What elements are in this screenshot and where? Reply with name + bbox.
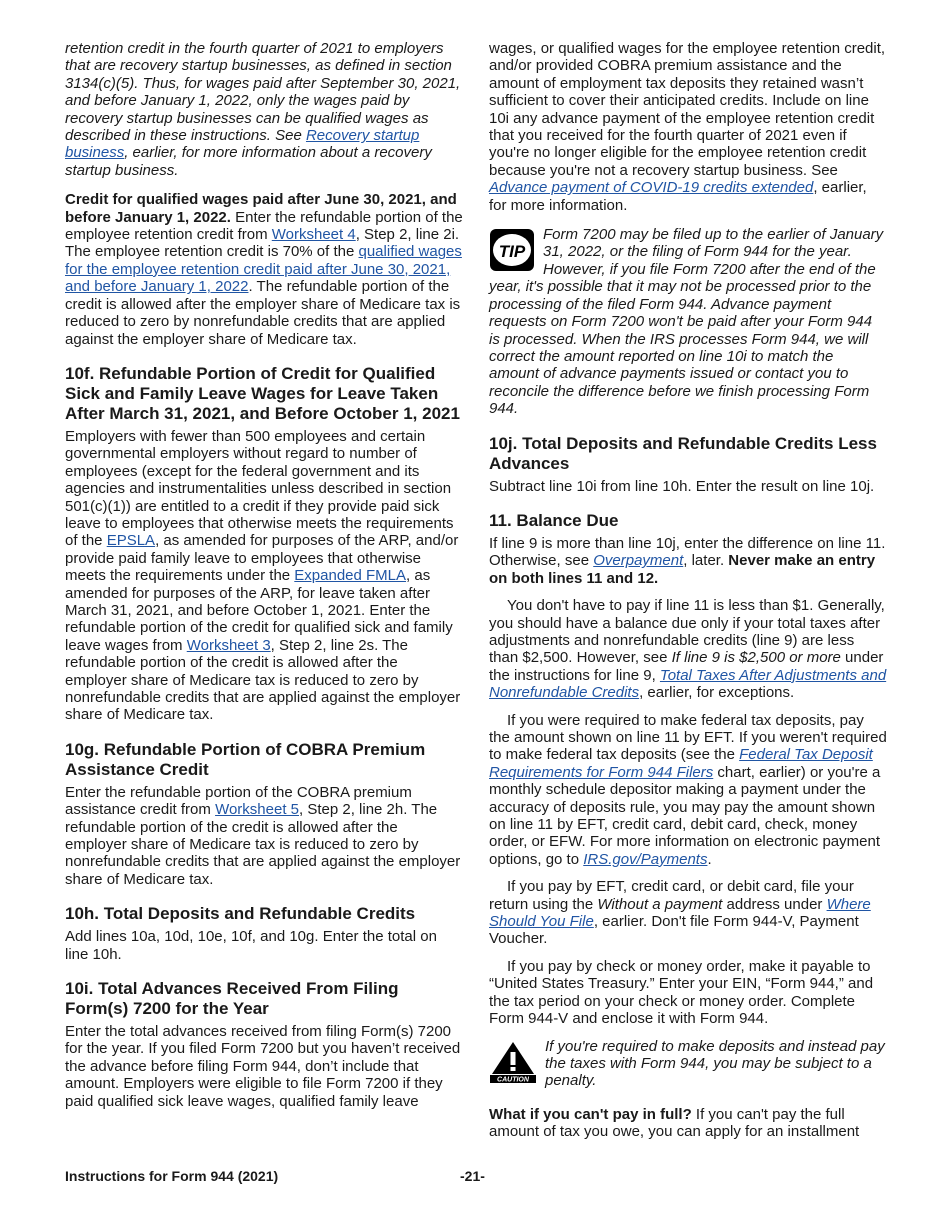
paragraph-pay-by-eft: If you pay by EFT, credit card, or debit card, file your return using the Without a payment address under Where Should You File, earlier. Don't file Form 944-V, Payment Voucher. <box>489 878 871 948</box>
paragraph-10h: Add lines 10a, 10d, 10e, 10f, and 10g. Enter the total on line 10h. <box>65 928 437 963</box>
link-federal-tax-deposit-requirements[interactable]: Federal Tax Deposit Requirements for Form 944 Filers <box>489 746 873 781</box>
paragraph-10g: Enter the refundable portion of the COBRA premium assistance credit from Worksheet 5, Step 2, line 2h. The refundable portion of the credit is allowed after the employer share of Medicare tax is reduced to zero by nonrefundable credits that are applied against the employer share of Medicare tax. <box>65 783 461 888</box>
link-worksheet-3[interactable]: Worksheet 3 <box>186 636 271 654</box>
caution-note <box>489 1038 887 1090</box>
link-expanded-fmla[interactable]: Expanded FMLA <box>294 567 407 585</box>
tip-icon <box>489 228 535 272</box>
heading-10i: 10i. Total Advances Received From Filing Form(s) 7200 for the Year <box>65 979 399 1019</box>
paragraph-balance-less-1: You don't have to pay if line 11 is less than $1. Generally, you should have a balance due only if your total taxes after adjustments and nonrefundable credits (line 9) are less than $2,500. However, see If line 9 is $2,500 or more under the instructions for line 9, Total Taxes After Adjustments and Nonrefundable Credits, earlier, for exceptions. <box>489 597 887 702</box>
paragraph-10j: Subtract line 10i from line 10h. Enter the result on line 10j. <box>489 477 875 495</box>
link-worksheet-5[interactable]: Worksheet 5 <box>215 801 299 819</box>
paragraph-cant-pay: What if you can't pay in full? If you can't pay the full amount of tax you owe, you can apply for an installment <box>489 1105 860 1141</box>
paragraph-10i: Enter the total advances received from filing Form(s) 7200 for the year. If you filed Form 7200 but you haven’t received the advance before filing Form 944, don’t include that amount. Employers were eligible to file Form 7200 if they paid qualified sick leave wages, qualified family leave <box>65 1023 461 1110</box>
page-number: -21- <box>460 1168 485 1184</box>
heading-10f: 10f. Refundable Portion of Credit for Qualified Sick and Family Leave Wages for Leave Taken After March 31, 2021, and Before October 1, 2021 <box>65 363 460 423</box>
caution-text: If you're required to make deposits and instead pay the taxes with Form 944, you may be subject to a penalty. <box>545 1037 885 1090</box>
link-where-should-you-file[interactable]: Where Should You File <box>489 895 871 931</box>
paragraph-check-money-order: If you pay by check or money order, make it payable to “United States Treasury.” Enter your EIN, “Form 944,” and the tax period on your check or money order. Complete Form 944-V and enclose it with Form 944. <box>489 957 874 1028</box>
link-qualified-wages-erc[interactable]: qualified wages for the employee retention credit paid after June 30, 2021, and before January 1, 2022 <box>65 243 462 296</box>
paragraph-credit-qualified-wages: Credit for qualified wages paid after June 30, 2021, and before January 1, 2022. Enter the refundable portion of the employee retention credit from Worksheet 4, Step 2, line 2i. The employee retention credit is 70% of the qualified wages for the employee retention credit paid after June 30, 2021, and before January 1, 2022. The refundable portion of the credit is allowed after the employer share of Medicare tax is reduced to zero by nonrefundable credits that are applied against the employer share of Medicare tax. <box>65 191 463 348</box>
tip-text: Form 7200 may be filed up to the earlier of January 31, 2022, or the filing of Form 944 for the year. However, if you file Form 7200 after the end of the year, it's possible that it may not be processed prior to the processing of the filed Form 944. Advance payment requests on Form 7200 won't be paid after your Form 944 is processed. When the IRS processes Form 944, we will correct the amount reported on line 10i to match the amount of advance payments issued or contact you to reconcile the difference before we finish processing Form 944. <box>489 226 884 418</box>
paragraph-eft: If you were required to make federal tax deposits, pay the amount shown on line 11 by EFT. If you weren't required to make federal tax deposits (see the Federal Tax Deposit Requirements for Form 944 Filers chart, earlier) or you're a monthly schedule depositor making a payment under the accuracy of deposits rule, you may pay the amount shown on line 11 by EFT, credit card, debit card, check, money order, or EFW. For more information on electronic payment options, go to IRS.gov/Payments. <box>489 711 887 868</box>
page-footer <box>65 1168 885 1184</box>
caution-icon <box>489 1040 537 1084</box>
run-in-heading: Credit for qualified wages paid after June 30, 2021, and before January 1, 2022. <box>65 191 457 226</box>
paragraph-recovery-startup: retention credit in the fourth quarter of 2021 to employers that are recovery startup businesses, as defined in section 3134(c)(5). Thus, for wages paid after September 30, 2021, and before January 1, 2022, only the wages paid by recovery startup businesses can be qualified wages as described in these instructions. See Recovery startup business, earlier, for more information about a recovery startup business. <box>65 40 461 179</box>
link-irs-payments[interactable]: IRS.gov/Payments <box>583 850 708 868</box>
paragraph-11-intro: If line 9 is more than line 10j, enter the difference on line 11. Otherwise, see Overpayment, later. Never make an entry on both lines 11 and 12. <box>489 534 886 587</box>
tip-note <box>489 226 887 417</box>
right-column <box>489 40 887 1153</box>
link-overpayment[interactable]: Overpayment <box>593 552 684 570</box>
link-recovery-startup-business[interactable]: Recovery startup business <box>65 127 420 162</box>
link-advance-payment-covid[interactable]: Advance payment of COVID-19 credits extended <box>489 179 814 197</box>
paragraph-10f: Employers with fewer than 500 employees and certain governmental employers without regard to number of employees (except for the federal government and its agencies and instrumentalities unless described in section 501(c)(1)) are entitled to a credit if they provide paid sick leave to employees that otherwise meets the requirements of the EPSLA, as amended for purposes of the ARP, and/or provide paid family leave to employees that otherwise meets the requirements under the Expanded FMLA, as amended for purposes of the ARP, for leave taken after March 31, 2021, and before October 1, 2021. Enter the refundable portion of the credit for qualified sick and family leave wages from Worksheet 3, Step 2, line 2s. The refundable portion of the credit is allowed after the employer share of Medicare tax is reduced to zero by nonrefundable credits that are applied against the employer share of Medicare tax. <box>65 427 461 724</box>
left-column <box>65 40 463 1122</box>
link-epsla[interactable]: EPSLA <box>106 532 156 550</box>
tip-label: TIP <box>498 242 526 262</box>
paragraph-10i-continued: wages, or qualified wages for the employee retention credit, and/or provided COBRA premium assistance and the amount of employment tax deposits they retained wasn’t sufficient to cover their anticipated credits. Include on line 10i any advance payment of the employee retention credit that you received for the fourth quarter of 2021 even if you're no longer eligible for the employee retention credit because you're not a recovery startup business. See Advance payment of COVID-19 credits extended, earlier, for more information. <box>489 40 886 214</box>
link-worksheet-4[interactable]: Worksheet 4 <box>271 226 356 244</box>
footer-title: Instructions for Form 944 (2021) <box>65 1168 279 1184</box>
heading-10j: 10j. Total Deposits and Refundable Credits Less Advances <box>489 433 877 473</box>
caution-label: CAUTION <box>497 1076 529 1083</box>
link-total-taxes[interactable]: Total Taxes After Adjustments and Nonrefundable Credits <box>489 666 887 702</box>
heading-11: 11. Balance Due <box>489 510 619 530</box>
heading-10g: 10g. Refundable Portion of COBRA Premium Assistance Credit <box>65 739 426 779</box>
heading-10h: 10h. Total Deposits and Refundable Credits <box>65 904 416 924</box>
